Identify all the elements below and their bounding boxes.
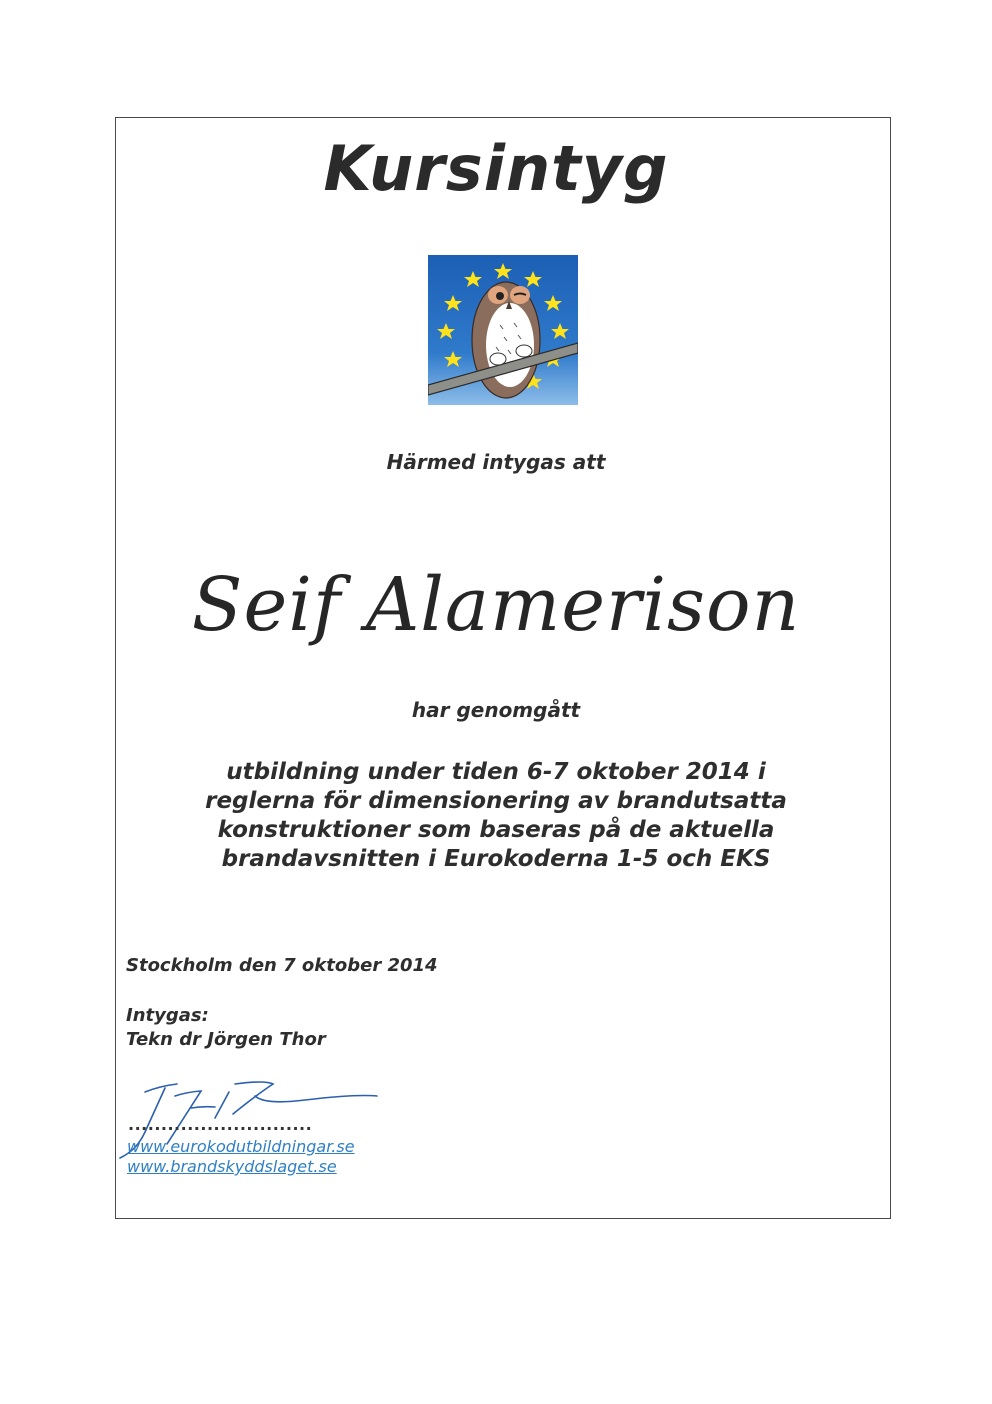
- description-line: reglerna för dimensionering av brandutsatta: [205, 788, 787, 814]
- owl-logo-icon: [428, 255, 578, 405]
- certificate-title: Kursintyg: [323, 132, 669, 205]
- certified-label: Intygas:: [126, 1005, 209, 1026]
- description-line: brandavsnitten i Eurokoderna 1-5 och EKS: [221, 846, 771, 872]
- certification-block: [126, 1004, 326, 1052]
- link-brandskyddslaget[interactable]: www.brandskyddslaget.se: [127, 1157, 337, 1176]
- description-line: utbildning under tiden 6-7 oktober 2014 i: [226, 759, 766, 785]
- recipient-name: Seif Alamerison: [191, 562, 801, 648]
- link-eurokodutbildningar[interactable]: www.eurokodutbildningar.se: [127, 1137, 355, 1156]
- place-date: Stockholm den 7 oktober 2014: [126, 955, 438, 976]
- description-line: konstruktioner som baseras på de aktuella: [217, 817, 775, 843]
- intro-text: Härmed intygas att: [386, 450, 606, 474]
- passed-text: har genomgått: [411, 698, 581, 722]
- signature-line: ............................: [128, 1115, 313, 1134]
- course-description: [0, 758, 992, 874]
- signatory-name: Tekn dr Jörgen Thor: [126, 1029, 326, 1050]
